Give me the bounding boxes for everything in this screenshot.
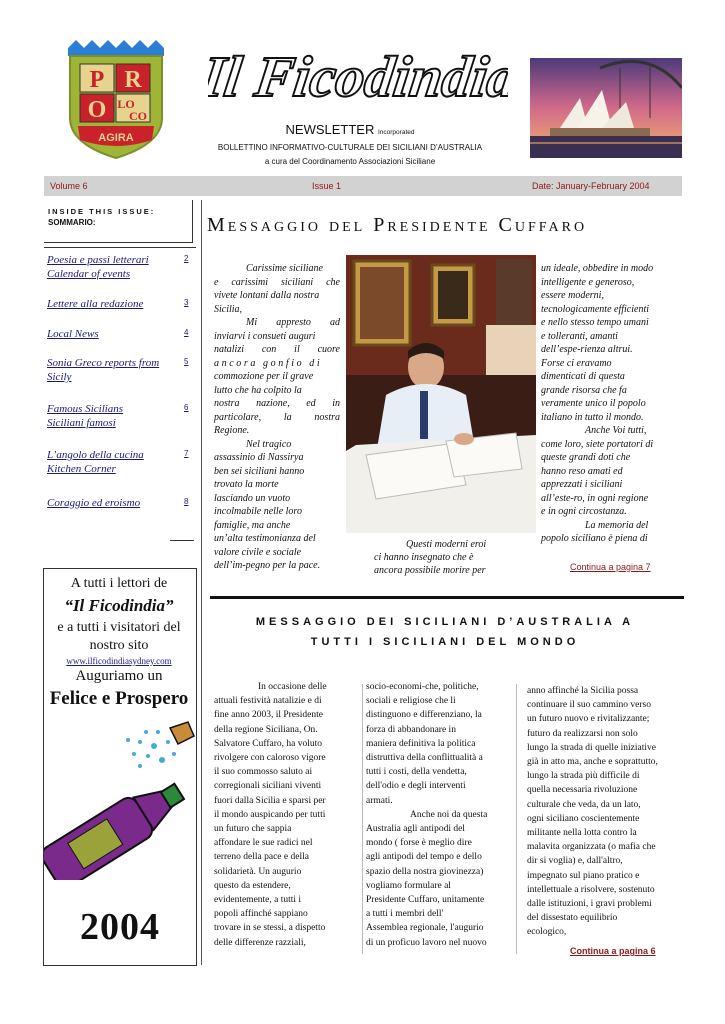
text-line: militante nella lotta contro la (527, 828, 637, 839)
text-line: distinguono e differenziano, la (366, 710, 482, 721)
text-line: e in ogni circostanza. (541, 506, 627, 517)
text-line: valore civile e sociale (214, 546, 302, 558)
text-line: popoli affinché sappiano (214, 909, 308, 920)
svg-text:CO: CO (129, 109, 147, 123)
text-line: già in atto ma, anche e soprattutto, (527, 757, 658, 768)
column-divider (201, 200, 202, 965)
article1-column-3 (541, 262, 683, 546)
text-line: rivolgere con caloroso vigore (214, 753, 326, 764)
toc-page-number[interactable]: 8 (184, 497, 189, 506)
text-line: della regione Siciliana, On. (214, 724, 318, 735)
svg-text:LO: LO (117, 97, 135, 111)
text-line: apprezzati i siciliani (541, 479, 623, 490)
continue-page-6-link[interactable]: Continua a pagina 6 (570, 946, 656, 956)
text-line: trovato la morte (214, 479, 279, 490)
text-line: all’este-ro, in ogni regione (541, 492, 649, 504)
text-line: agli antipodi del tempo e dello (366, 852, 482, 863)
bulletin-subtitle: BOLLETTINO INFORMATIVO-CULTURALE DEI SICILIANI D’AUSTRALIA (217, 143, 483, 152)
text-line: La memoria del (585, 519, 649, 531)
date-label: Date: January-February 2004 (532, 181, 650, 191)
text-line: un’alta testimonianza del (214, 533, 316, 544)
year-graphic: 2004 (80, 906, 160, 948)
text-line: un futuro che sappia (214, 824, 292, 835)
toc-page-number[interactable]: 4 (184, 328, 189, 337)
article-separator (210, 596, 684, 599)
newsletter-suffix: Incorporated (377, 129, 415, 136)
text-line: evidentemente, a tutti i (214, 895, 302, 906)
sydney-opera-house-photo (530, 58, 682, 158)
column-divider (362, 684, 363, 954)
text-line: spazio della nostra giovinezza) (366, 866, 484, 877)
text-line: di un proficuo lavoro nel nuovo (366, 937, 487, 948)
issue-label: Issue 1 (312, 181, 342, 191)
text-line: vivete lontani dalla nostra (214, 290, 320, 301)
text-line: trovare in se stessi, a dispetto (214, 923, 326, 934)
text-line: vogliamo formulare al (366, 880, 451, 891)
caption-line: ci hanno insegnato che è (374, 552, 474, 563)
text-line: Anche Voi tutti, (585, 425, 647, 436)
text-line: maniera definitiva la politica (366, 738, 476, 749)
text-line: Anche noi da questa (410, 809, 488, 820)
text-line: dalle istituzioni, i gravi problemi (527, 899, 652, 910)
svg-text:Il Ficodindia: Il Ficodindia (208, 44, 508, 109)
text-line: il suo commosso saluto ai (214, 767, 313, 778)
toc-link-famous-sicilians[interactable]: Famous Sicilians (47, 403, 124, 415)
text-line: delle differenze razziali, (214, 937, 306, 948)
toc-link-sonia-greco[interactable]: Sonia Greco reports from Sicily (47, 357, 160, 383)
text-line: futuro da realizzarsi non solo (527, 728, 638, 739)
continue-page-7-link[interactable]: Continua a pagina 7 (570, 562, 651, 572)
text-line: natalizi con il cuore (214, 344, 340, 355)
text-line: lutto che ha colpito la (214, 384, 302, 396)
text-line: il mondo auspicando per tutti (214, 809, 326, 820)
toc-page-number[interactable]: 3 (184, 298, 189, 307)
toc-page-number[interactable]: 7 (184, 449, 189, 458)
text-line: mondo ( forse è meglio dire (366, 838, 472, 849)
toc-link-coraggio[interactable]: Coraggio ed eroismo (47, 497, 141, 509)
toc-page-number[interactable]: 6 (184, 403, 189, 412)
text-line: Nel tragico (246, 438, 292, 450)
text-line: corregionali siciliani viventi (214, 781, 322, 792)
toc-link-angolo-cucina[interactable]: L’angolo della cucina (47, 449, 144, 461)
curator-line: a cura del Coordinamento Associazioni Siciliane (264, 157, 436, 166)
text-line: dell'odio e degli interventi (366, 781, 466, 792)
text-line: Salvatore Cuffaro, ha voluto (214, 738, 322, 749)
text-line: sociali e religiose che li (366, 696, 456, 707)
text-line: anno affinché la Sicilia possa (527, 686, 639, 696)
text-line: solidarietà. Un augurio (214, 866, 302, 877)
text-line: tecnologicamente efficienti (541, 303, 650, 315)
text-line: terreno della pace e della (214, 852, 309, 863)
text-line: ogni siciliano coscientemente (527, 813, 640, 824)
article2-column-3 (527, 684, 685, 940)
text-line: socio-economi-che, politiche, (366, 682, 479, 692)
text-line: fuori dalla Sicilia e sparsi per (214, 795, 326, 806)
summary-title: SOMMARIO: (48, 218, 96, 227)
headline-line: TUTTI I SICILIANI DEL MONDO (310, 636, 580, 648)
text-line: dimenticati di questa (541, 371, 625, 382)
greeting-wish: Felice e Prospero (49, 688, 189, 709)
text-line: In occasione delle (258, 682, 327, 692)
text-line: italiano in tutto il mondo. (541, 411, 644, 423)
text-line: intelligente e generoso, (541, 276, 635, 288)
website-link[interactable]: www.ilficodindiasydney.com (66, 656, 172, 666)
text-line: particolare, la nostra (214, 411, 340, 423)
text-line: Presidente Cuffaro, unitamente (366, 895, 485, 906)
text-line: dir si voglia) e, dall'altro, (527, 856, 623, 867)
text-line: del dissestato equilibrio (527, 913, 618, 924)
article2-headline (210, 612, 680, 652)
text-line: nostra nazione, ed in (214, 398, 340, 409)
column-divider (516, 684, 517, 954)
text-line: lungo la strada di quelle iniziative (527, 742, 657, 753)
president-at-desk-photo (346, 255, 536, 533)
text-line: popolo siciliano è piena di (541, 533, 648, 544)
svg-text:O: O (87, 97, 107, 123)
greeting-line: A tutti i lettori de (70, 576, 168, 591)
text-line: lungo la strada più difficile di (527, 771, 640, 782)
text-line: come loro, siete portatori di (541, 438, 654, 450)
greeting-title: “Il Ficodindia” (64, 596, 174, 615)
text-line: Assemblea regionale, l'augurio (366, 923, 484, 934)
toc-link-kitchen-corner[interactable]: Kitchen Corner (47, 463, 116, 475)
text-line: impegnato sul piano pratico e (527, 870, 640, 881)
text-line: attuali festività natalizie e di (214, 696, 322, 707)
text-line: intellettuale a risolvere, sostenuto (527, 884, 655, 895)
text-line: veramente unico il popolo (541, 398, 646, 409)
text-line: e carissimi siciliani che (214, 276, 340, 288)
article1-headline: Messaggio del Presidente Cuffaro (207, 214, 588, 236)
text-line: Carissime siciliane (246, 263, 323, 274)
toc-end-rule (170, 540, 194, 541)
text-line: continuare il suo cammino verso (527, 700, 651, 711)
text-line: distruttiva della conflittualità a (366, 753, 483, 764)
text-line: hanno reso amati ed (541, 465, 623, 477)
greeting-line: nostro sito (89, 638, 149, 653)
article2-column-1 (214, 680, 360, 950)
text-line: assassinio di Nassirya (214, 452, 304, 463)
toc-link-poesia[interactable]: Poesia e passi letterari (47, 254, 149, 266)
text-line: ecologico, (527, 927, 567, 938)
text-line: fine anno 2003, il Presidente (214, 710, 323, 721)
champagne-bottle-illustration (44, 720, 196, 880)
article2-column-2 (366, 680, 514, 950)
issue-info-bar (44, 176, 682, 196)
svg-text:AGIRA: AGIRA (98, 132, 134, 144)
text-line: Regione. (214, 425, 250, 436)
text-line: lasciando un vuoto (214, 492, 291, 504)
toc-link-siciliani-famosi[interactable]: Siciliani famosi (47, 417, 116, 429)
text-line: malavita organizzata (o mafia che (527, 842, 656, 853)
masthead-title (208, 30, 508, 116)
article1-column-1 (214, 262, 340, 573)
greeting-line: Auguriamo un (75, 668, 163, 684)
text-line: inviarvi i consueti auguri (214, 330, 316, 342)
pro-loco-agira-logo (68, 40, 164, 160)
text-line: Australia agli antipodi del (366, 824, 465, 835)
caption-line: Questi moderni eroi (406, 539, 487, 550)
text-line: a tutti i membri dell' (366, 909, 444, 920)
text-line: ancora gonfio di (214, 357, 323, 369)
text-line: commozione per il grave (214, 371, 314, 382)
toc-link-lettere[interactable]: Lettere alla redazione (47, 298, 144, 310)
text-line: queste grandi doti che (541, 452, 631, 463)
text-line: quella necessaria rivoluzione (527, 785, 638, 796)
text-line: famiglie, ma anche (214, 519, 291, 531)
text-line: ben sei siciliani hanno (214, 465, 305, 477)
text-line: questo da estendere, (214, 880, 291, 891)
text-line: dell’espe-rienza altrui. (541, 344, 633, 355)
text-line: e nello stesso tempo umani (541, 317, 649, 328)
text-line: tutti i costi, della vendetta, (366, 767, 467, 778)
text-line: Sicilia, (214, 303, 243, 315)
text-line: grande risorsa che fa (541, 384, 627, 396)
newsletter-label (200, 122, 500, 137)
greeting-line: e a tutti i visitatori del (57, 620, 181, 635)
text-line: affondare le sue radici nel (214, 838, 313, 849)
text-line: Mi appresto ad (246, 317, 340, 328)
text-line: un futuro nuovo e rivitalizzante; (527, 714, 650, 725)
inside-issue-title: INSIDE THIS ISSUE: (48, 207, 156, 216)
caption-line: ancora possibile morire per (374, 565, 486, 576)
text-line: forza di abbandonare in (366, 724, 456, 735)
photo-caption (374, 538, 514, 577)
text-line: incolmabile nelle loro (214, 506, 302, 517)
volume-label: Volume 6 (50, 181, 88, 191)
text-line: armati. (366, 795, 393, 806)
text-line: e tolleranti, amanti (541, 330, 618, 342)
toc-divider (44, 247, 196, 248)
svg-text:P: P (89, 67, 105, 93)
toc-link-calendar[interactable]: Calendar of events (47, 268, 131, 280)
toc-link-local-news[interactable]: Local News (47, 328, 99, 340)
text-line: culturale che veda, da un lato, (527, 799, 641, 810)
toc-page-number[interactable]: 5 (184, 357, 189, 366)
toc-page-number[interactable]: 2 (184, 254, 189, 263)
text-line: essere moderni, (541, 290, 604, 301)
text-line: dell’im-pegno per la pace. (214, 560, 321, 571)
svg-text:R: R (124, 67, 142, 93)
headline-line: MESSAGGIO DEI SICILIANI D’AUSTRALIA A (255, 616, 635, 628)
text-line: Forse ci eravamo (541, 357, 612, 369)
text-line: un ideale, obbedire in modo (541, 263, 654, 274)
newsletter-word: NEWSLETTER (285, 122, 375, 137)
